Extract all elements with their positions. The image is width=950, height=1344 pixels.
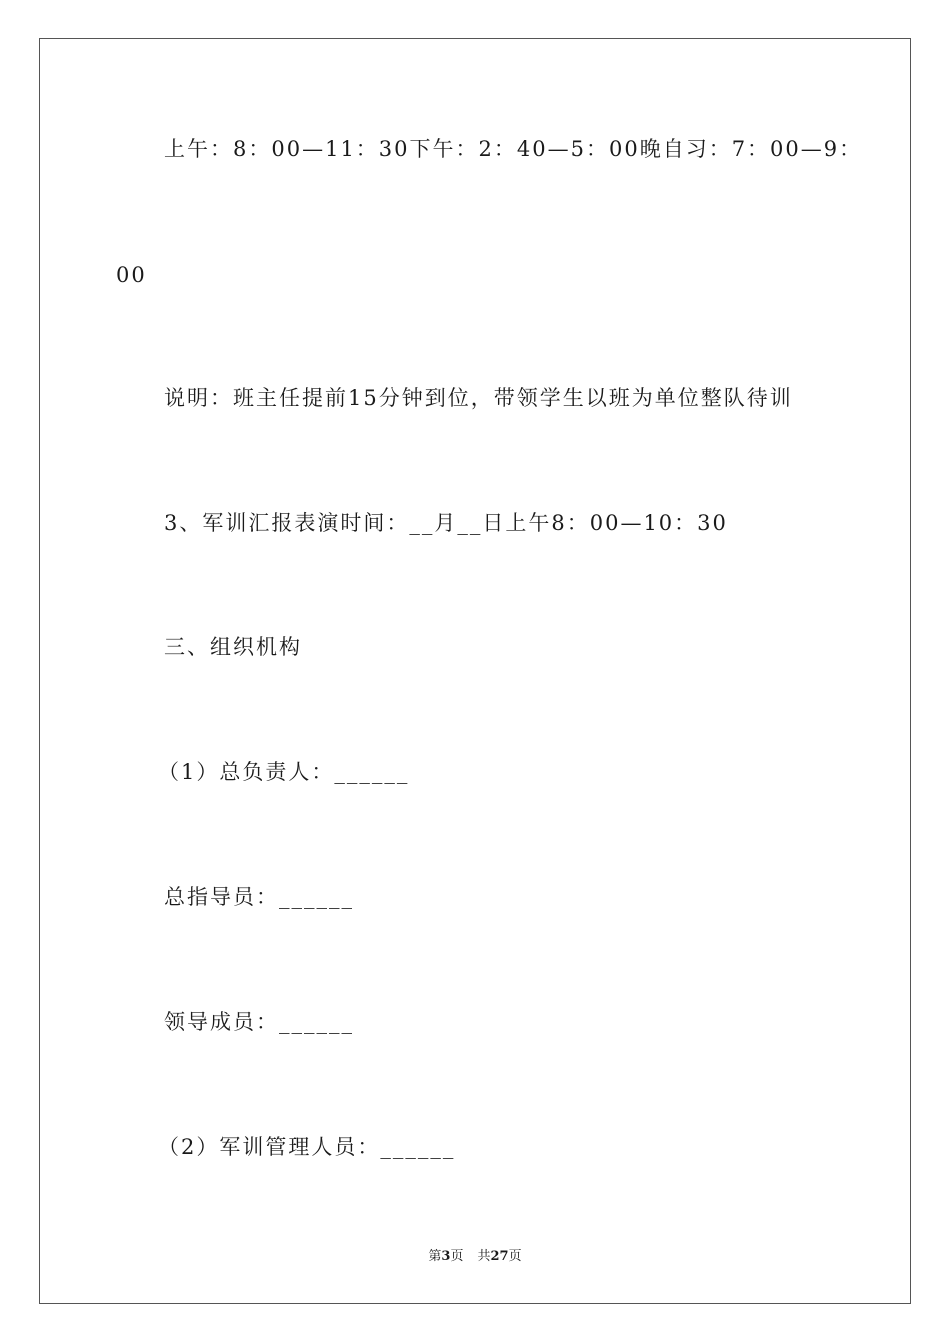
performance-time-line: 3、军训汇报表演时间：__月__日上午8：00—10：30 <box>164 511 728 535</box>
footer-page-prefix: 第 <box>428 1249 442 1264</box>
section-heading-organization: 三、组织机构 <box>164 635 302 659</box>
schedule-line: 上午：8：00—11：30下午：2：40—5：00晚自习：7：00—9： <box>164 137 863 161</box>
footer-total-pages: 27 <box>490 1249 509 1264</box>
footer-page-number: 3 <box>441 1249 451 1264</box>
footer-page-suffix: 页 <box>450 1249 464 1264</box>
page-footer <box>0 1250 950 1263</box>
note-line: 说明：班主任提前15分钟到位，带领学生以班为单位整队待训 <box>164 386 793 410</box>
training-management-line: （2）军训管理人员：______ <box>158 1135 456 1159</box>
chief-instructor-line: 总指导员：______ <box>164 885 354 909</box>
leadership-members-line: 领导成员：______ <box>164 1010 354 1034</box>
footer-total-prefix: 共 <box>477 1249 491 1264</box>
page-frame <box>39 38 911 1304</box>
footer-total-suffix: 页 <box>508 1249 522 1264</box>
schedule-line-continued: 00 <box>116 263 147 287</box>
chief-responsible-line: （1）总负责人：______ <box>158 760 410 784</box>
